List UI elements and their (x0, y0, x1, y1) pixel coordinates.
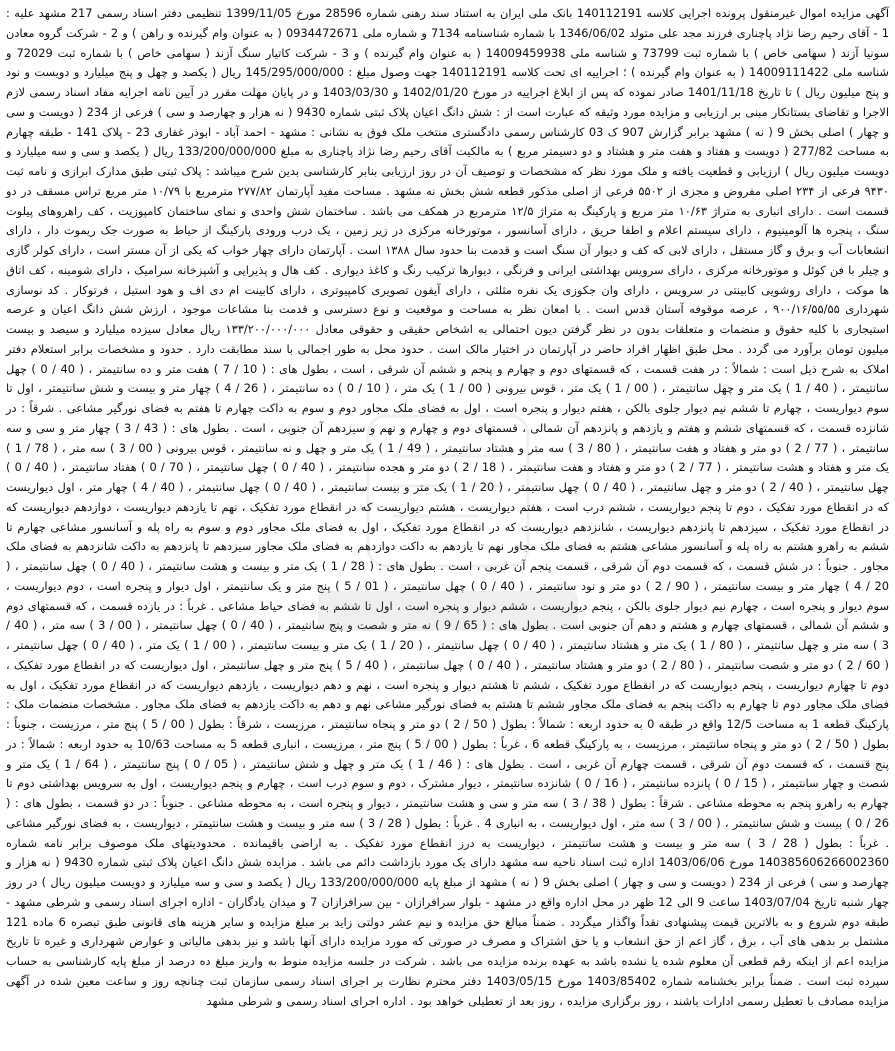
notice-body-text: آگهی مزایده اموال غیرمنقول پرونده اجرایی کلاسه 140112191 بانک ملی ایران به استناد سند رهنی شماره 28596 مورخ 1399/11/05 تنظیمی دفتر اسناد رسمی 217 مشهد علیه : 1 - آقای رحیم رضا نژاد پاچناری فرزند مجد علی متولد 1346/06/02 با شماره شناسنامه 7134 و شماره ملی 0934472671 ( به عنوان وام گیرنده و راهن ) و 2 - شرکت گروه معادن سونیا آزند ( سهامی خاص ) با شماره ثبت 73799 و شناسه ملی 14009459938 ( به عنوان وام گیرنده ) و 3 - شرکت کاتیار سنگ آزند ( سهامی خاص ) با شماره ثبت 72029 و شناسه ملی 14009111422 ( به عنوان وام گیرنده ) ؛ اجراییه ای تحت کلاسه 140112191 جهت وصول مبلغ : 145/295/000/000 ریال ( یکصد و چهل و پنج میلیارد و دویست و نود و پنج میلیون ریال ) تا تاریخ 1401/11/18 صادر نموده که پس از ابلاغ اجراییه در مورخ 1402/01/20 و 1403/03/30 و در پایان مهلت مقرر در آیین نامه اجرایه مفاد اسناد رسمی لازم الاجرا و تقاضای بستانکار مبنی بر ارزیابی و مزایده مورد وثیقه که عبارت است از : شش دانگ اعیان پلاک ثبتی شماره 9430 ( نه هزار و چهارصد و سی ) فرعی از 234 ( دویست و سی و چهار ) اصلی بخش 9 ( نه ) مشهد برابر گزارش 907 ک 03 کارشناس رسمی دادگستری منتخب ملک فوق به نشانی : مشهد - احمد آباد - ابوذر غفاری 23 - پلاک 141 - طبقه چهارم به مساحت 277/82 ( دویست و هفتاد و هفت متر و هشتاد و دو دسیمتر مربع ) به مالکیت آقای رحیم رضا نژاد پاچناری به مبلغ 133/200/000/000 ریال ( یکصد و سی و سه میلیارد و دویست میلیون ریال ) ارزیابی و قطعیت یافته و ملک مورد نظر که مشخصات و توصیف آن در روز ارزیابی بنابر کارشناسی بدین شرح میباشد : پلاک ثبتی طبق مدارک ابرازی و نامه ثبت ۹۴۳۰ فرعی از ۲۳۴ اصلی مفروض و مجزی از ۵۵۰۲ فرعی از اصلی مذکور قطعه شش بخش نه مشهد . مساحت مفید آپارتمان ۲۷۷/۸۲ مترمربع با ۱۰/۷۹ متر مربع تراس مسقف در دو قسمت است . دارای انباری به متراژ ۱۰/۶۳ متر مربع و پارکینگ به متراژ ۱۲/۵ مترمربع در همکف می باشد . ساختمان شش واحدی و نمای ساختمان کامپوزیت ، کف راهروهای پیلوت سنگ ، پنجره ها آلومینیوم ، دارای سیستم اعلام و اطفا حریق ، دارای آسانسور ، موتورخانه مرکزی در زیر زمین ، یک درب ورودی پارکینگ از حیاط به صورت جک ریموت دار ، دارای انشعابات آب و برق و گاز مستقل ، دارای لابی که کف و دیوار آن سنگ است و قدمت بنا حدود سال ۱۳۸۸ است . آپارتمان دارای چهار خواب که یکی از آن مستر است ، دارای کولر گازی و چیلر با فن کوئل و موتورخانه مرکزی ، دارای سرویس بهداشتی ایرانی و فرنگی ، دیوارها ترکیب رنگ و کاغذ دیواری . کف هال و پذیرایی و آشپزخانه سرامیک ، دارای شومینه ، کف اتاق ها موکت ، دارای روشویی کابینتی در سرویس ، دارای وان جکوزی یک نفره مثلثی ، دارای آیفون تصویری کامپیوتری ، دارای کابینت ام دی اف و هود استیل ، فرتوکار . کد نوسازی شهرداری ۹۰۰/۱۶/۵۵/۵۵ ، عرصه موقوفه آستان قدس است . با امعان نظر به مساحت و موقعیت و نوع دسترسی و قدمت بنا مشاعات موجود ، ارزش شش دانگ اعیان و عرصه استیجاری با کلیه حقوق و منضمات و متعلقات بدون در نظر گرفتن دیون احتمالی به اشخاص حقیقی و حقوقی معادل ۱۳۳/۲۰۰/۰۰۰/۰۰۰ ریال معادل سیزده میلیارد و سیصد و بیست میلیون تومان برآورد می گردد . محل طبق اظهار افراد حاضر در آپارتمان در اختیار مالک است . حدود محل به طور اجمالی با سند مطابقت دارد . حدود و مشخصات برابر استعلام دفتر املاک به شرح ذیل است : شمالاً : در هفت قسمت ، که قسمتهای دوم و چهارم و پنجم و ششم آن شرقی ، است ، بطول های : ( 10 / 7 ) هفت متر و ده سانتیمتر ، ( 40 / 0 ) چهل سانتیمتر ، ( 40 / 1 ) یک متر و چهل سانتیمتر ، ( 00 / 1 ) یک متر ، قوس بیرونی ( 00 / 1 ) یک متر ، ( 10 / 0 ) ده سانتیمتر ، ( 26 / 4 ) چهار متر و بیست و شش سانتیمتر ، اول تا سوم دیواریست ، چهارم تا ششم نیم دیوار جلوی بالکن ، هفتم دیوار و پنجره است ، اول به فضای ملک مجاور دوم و سوم به داکت چهارم تا هفتم به فضای نورگیر مشاعی . شرقاً : در شانزده قسمت ، که قسمتهای ششم و هفتم و یازدهم و پانزدهم آن شمالی ، قسمتهای دوم و چهارم و نهم و سیزدهم آن جنوبی ، است . بطول های : ( 43 / 3 ) چهار متر و سی و سه سانتیمتر ، ( 77 / 2 ) دو متر و هفتاد و هفت سانتیمتر ، ( 80 / 3 ) سه متر و هشتاد سانتیمتر ، ( 49 / 1 ) یک متر و چهل و نه سانتیمتر ، قوس بیرونی ( 00 / 3 ) سه متر ، ( 78 / 1 ) یک متر و هفتاد و هشت سانتیمتر ، ( 77 / 2 ) دو متر و هفتاد و هفت سانتیمتر ، ( 18 / 2 ) دو متر و هجده سانتیمتر ، ( 40 / 0 ) چهل سانتیمتر ، ( 70 / 0 ) هفتاد سانتیمتر ، ( 40 / 0 ) چهل سانتیمتر ، ( 40 / 2 ) دو متر و چهل سانتیمتر ، ( 40 / 0 ) چهل سانتیمتر ، ( 20 / 1 ) یک متر و بیست سانتیمتر ، ( 40 / 0 ) چهل سانتیمتر ، ( 40 / 4 ) چهار متر ، اول دیواریست که در انقطاع مورد تفکیک ، دوم تا پنجم دیواریست ، ششم درب است ، هفتم دیواریست ، هشتم دیواریست که در انقطاع مورد تفکیک ، نهم تا یازدهم دیواریست ، دوازدهم دیواریست که در انقطاع مورد تفکیک ، سیزدهم تا پانزدهم دیواریست ، شانزدهم دیواریست که در انقطاع مورد تفکیک ، اول به فضای ملک مجاور دوم و سوم به راه پله و آسانسور مشاعی چهارم تا ششم به راهرو هشتم به راه پله و آسانسور مشاعی هشتم به فضای ملک مجاور نهم تا یازدهم به داکت دوازدهم به فضای ملک مجاور سیزدهم تا پانزدهم به داکت شانزدهم به فضای ملک مجاور . جنوباً : در شش قسمت ، که قسمت دوم آن شرقی ، قسمت پنجم آن غربی ، است . بطول های : ( 28 / 1 ) یک متر و بیست و هشت سانتیمتر ، ( 40 / 0 ) چهل سانتیمتر ، ( 20 / 4 ) چهار متر و بیست سانتیمتر ، ( 90 / 2 ) دو متر و نود سانتیمتر ، ( 40 / 0 ) چهل سانتیمتر ، ( 01 / 5 ) پنج متر و یک سانتیمتر ، اول دیوار و پنجره است ، دوم دیواریست ، سوم دیوار و پنجره است ، چهارم نیم دیوار جلوی بالکن ، پنجم دیواریست ، ششم دیوار و پنجره است ، اول تا ششم به فضای حیاط مشاعی . غرباً : در یازده قسمت ، که قسمتهای دوم و ششم آن شمالی ، قسمتهای چهارم و هشتم و دهم آن جنوبی است . بطول های : ( 65 / 9 ) نه متر و شصت و پنج سانتیمتر ، ( 40 / 0 ) چهل سانتیمتر ، ( 00 / 3 ) سه متر ، ( 40 / 3 ) سه متر و چهل سانتیمتر ، ( 80 / 1 ) یک متر و هشتاد سانتیمتر ، ( 40 / 0 ) چهل سانتیمتر ، ( 20 / 1 ) یک متر و بیست سانتیمتر ، ( 00 / 1 ) یک متر ، ( 40 / 0 ) چهل سانتیمتر ، ( 60 / 2 ) دو متر و شصت سانتیمتر ، ( 80 / 2 ) دو متر و هشتاد سانتیمتر ، ( 40 / 0 ) چهل سانتیمتر ، ( 40 / 5 ) پنج متر و چهل سانتیمتر ، اول دیواریست که در انقطاع مورد تفکیک ، دوم تا چهارم دیواریست ، پنجم دیواریست که در انقطاع مورد تفکیک ، ششم تا هشتم دیوار و پنجره است ، نهم و دهم دیواریست ، یازدهم دیواریست که در انقطاع مورد تفکیک ، اول به فضای ملک مجاور دوم تا چهارم به داکت پنجم به فضای ملک مجاور ششم تا هشتم به فضای نورگیر مشاعی نهم و دهم به داکت یازدهم به فضای ملک مجاور . مشخصات منضمات ملک : پارکینگ قطعه 1 به مساحت 12/5 واقع در طبقه 0 به حدود اربعه : شمالاً : بطول ( 50 / 2 ) دو متر و پنجاه سانتیمتر ، مرزیست ، شرقاً : بطول ( 00 / 5 ) پنج متر ، مرزیست ، جنوباً : بطول ( 50 / 2 ) دو متر و پنجاه سانتیمتر ، مرزیست ، به پارکینگ قطعه 6 ، غرباً : بطول ( 00 / 5 ) پنج متر ، مرزیست ، انباری قطعه 5 به مساحت 10/63 به حدود اربعه : شمالاً : در پنج قسمت ، که قسمت دوم آن شرقی ، قسمت چهارم آن غربی ، است . بطول های : ( 46 / 1 ) یک متر و چهل و شش سانتیمتر ، ( 05 / 0 ) پنج سانتیمتر ، ( 64 / 1 ) یک متر و شصت و چهار سانتیمتر ، ( 15 / 0 ) پانزده سانتیمتر ، ( 16 / 0 ) شانزده سانتیمتر ، دیوار مشترک ، دوم و سوم درب است ، چهارم و پنجم دیواریست ، اول به سرویس بهداشتی دوم تا چهارم به راهرو پنجم به محوطه مشاعی . شرقاً : بطول ( 38 / 3 ) سه متر و سی و هشت سانتیمتر ، دیوار و پنجره است ، به محوطه مشاعی . جنوباً : در دو قسمت ، بطول های : ( 26 / 0 ) بیست و شش سانتیمتر ، ( 00 / 3 ) سه متر ، اول دیواریست ، به انباری 4 . غرباً : بطول ( 28 / 3 ) سه متر و بیست و هشت سانتیمتر ، دیواریست ، به فضای نورگیر مشاعی . غرباً : بطول ( 28 / 3 ) سه متر و بیست و هشت سانتیمتر ، دیواریست به درز انقطاع مورد تفکیک . به اراضی باقیمانده . محدودیتهای ملک موصوف برابر نامه شماره 140385606266002360 مورخ 1403/06/06 اداره ثبت اسناد ناحیه سه مشهد دارای یک مورد بازداشت دائم می باشد . مزایده شش دانگ اعیان پلاک ثبتی شماره 9430 ( نه هزار و چهارصد و سی ) فرعی از 234 ( دویست و سی و چهار ) اصلی بخش 9 ( نه ) مشهد از مبلغ پایه 133/200/000/000 ریال ( یکصد و سی و سه میلیارد و دویست میلیون ریال ) در روز چهار شنبه تاریخ 1403/07/04 ساعت 9 الی 12 ظهر در محل اداره واقع در مشهد - بلوار سرافرازان - بین سرافرازان 7 و میدان یادگاران - اداره اجرای اسناد رسمی و شرطی مشهد - طبقه دوم شروع و به بالاترین قیمت پیشنهادی نقداً واگذار میگردد . ضمناً مبالغ حق مزایده و نیم عشر دولتی زاید بر مبلغ مزایده و سایر هزینه های قانونی طبق تبصره 6 ماده 121 مشتمل بر بدهی های آب ، برق ، گاز اعم از حق انشعاب و یا حق اشتراک و مصرف در صورتی که مورد مزایده دارای آنها باشد و نیز بدهی مالیاتی و عوارض شهرداری و غیره تا تاریخ مزایده اعم از اینکه رقم قطعی آن معلوم شده یا نشده باشد به عهده برنده مزایده می باشد . شرکت در جلسه مزایده منوط به واریز مبلغ ده درصد از مبلغ پایه کارشناسی به حساب سپرده ثبت است . ضمناً برابر بخشنامه شماره 1403/85402 مورخ 1403/05/15 دفتر محترم نظارت بر اجرای اسناد رسمی سازمان ثبت چنانچه روز و ساعت معین شده در آگهی مزایده مصادف با تعطیل رسمی ادارات باشند ، روز برگزاری مزایده ، روز بعد از تعطیلی خواهد بود . اداره اجرای اسناد رسمی و شرطی مشهد (5, 6, 890, 1008)
auction-notice (6, 4, 889, 1047)
